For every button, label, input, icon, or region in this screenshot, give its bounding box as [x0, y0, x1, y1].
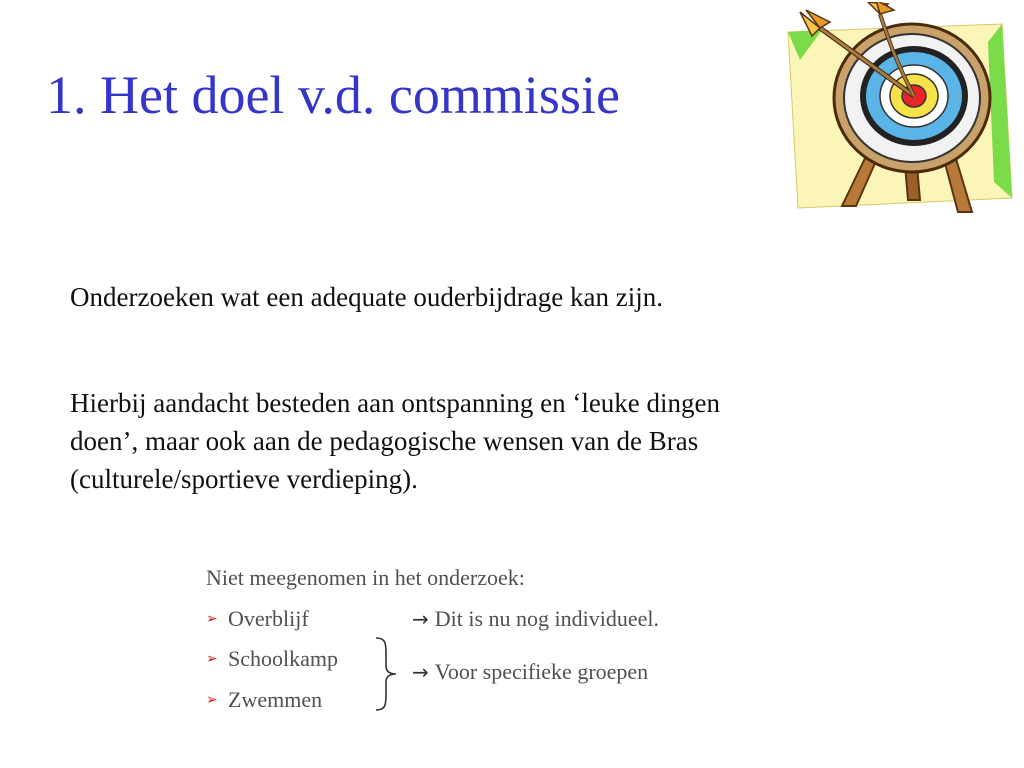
paragraph-line: Hierbij aandacht besteden aan ontspanning en ‘leuke dingen [70, 388, 721, 418]
brace-icon [374, 636, 400, 712]
archery-target-icon [776, 2, 1022, 222]
note-text: Voor specifieke groepen [434, 659, 649, 684]
right-arrow-icon: → [412, 660, 429, 684]
list-item-label: Overblijf [228, 606, 309, 631]
list-item [206, 645, 338, 673]
excluded-heading: Niet meegenomen in het onderzoek: [206, 565, 525, 590]
list-item [206, 605, 309, 633]
note-specific-groups [412, 658, 648, 686]
list-item-label: Zwemmen [228, 687, 323, 712]
paragraph-attention [70, 384, 900, 498]
slide-title: 1. Het doel v.d. commissie [46, 65, 620, 125]
bullet-arrow-icon: ➢ [206, 692, 218, 708]
right-arrow-icon: → [412, 607, 429, 631]
bullet-arrow-icon: ➢ [206, 651, 218, 667]
paragraph-line: doen’, maar ook aan de pedagogische wensen van de Bras [70, 426, 699, 456]
bullet-arrow-icon: ➢ [206, 611, 218, 627]
paragraph-line: (culturele/sportieve verdieping). [70, 464, 418, 494]
list-item [206, 686, 322, 714]
note-text: Dit is nu nog individueel. [434, 606, 660, 631]
note-individual [412, 605, 659, 633]
list-item-label: Schoolkamp [228, 646, 338, 671]
paragraph-goal: Onderzoeken wat een adequate ouderbijdrage kan zijn. [70, 282, 663, 312]
